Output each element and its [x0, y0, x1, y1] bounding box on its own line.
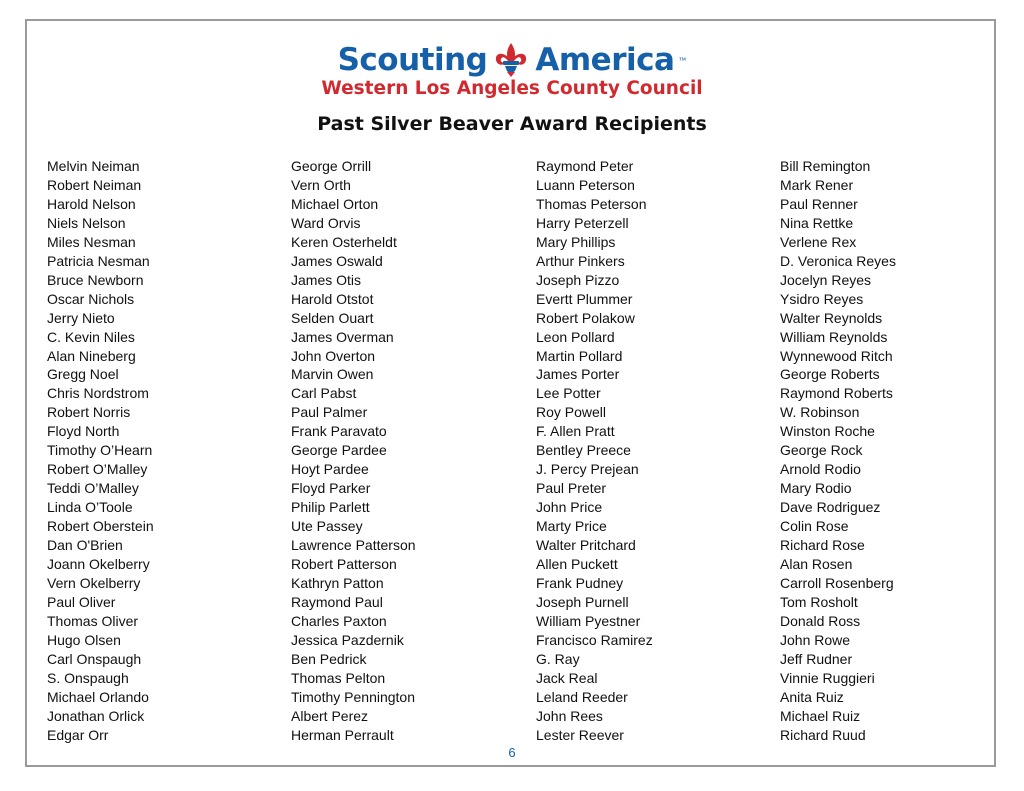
recipient-name: James Overman [291, 328, 394, 345]
trademark-mark: ™ [678, 55, 687, 65]
recipient-name: Keren Osterheldt [291, 233, 397, 250]
recipient-name: Joseph Pizzo [536, 271, 620, 288]
recipient-name: Chris Nordstrom [47, 385, 149, 402]
recipient-name: Joann Okelberry [47, 556, 150, 573]
recipient-name: Linda O’Toole [47, 499, 133, 516]
recipient-name: James Porter [536, 366, 620, 383]
recipient-name: Marty Price [536, 518, 607, 535]
recipient-name: Paul Renner [780, 195, 858, 212]
recipient-name: Evertt Plummer [536, 290, 633, 307]
recipient-name: William Reynolds [780, 328, 888, 345]
council-name: Western Los Angeles County Council [321, 78, 703, 99]
recipient-name: Robert Neiman [47, 176, 142, 193]
recipient-name: Joseph Purnell [536, 593, 629, 610]
brand-word-left: Scouting [337, 42, 488, 78]
recipient-name: James Oswald [291, 252, 383, 269]
recipient-name: Timothy Pennington [291, 688, 415, 705]
recipient-name: Raymond Peter [536, 158, 634, 174]
recipient-name: Leon Pollard [536, 328, 615, 345]
recipient-name: Miles Nesman [47, 233, 136, 250]
recipient-name: Dave Rodriguez [780, 499, 881, 516]
recipient-name: Gregg Noel [47, 366, 119, 383]
recipient-name: Robert Polakow [536, 309, 635, 326]
recipient-name: S. Onspaugh [47, 669, 129, 686]
recipient-name: Richard Ruud [780, 726, 866, 743]
recipient-name: Vinnie Ruggieri [780, 669, 875, 686]
recipient-name: Carl Onspaugh [47, 650, 142, 667]
recipient-name: Charles Paxton [291, 612, 387, 629]
recipient-name: Hoyt Pardee [291, 461, 369, 478]
recipient-name: Leland Reeder [536, 688, 628, 705]
recipient-name: Luann Peterson [536, 176, 635, 193]
recipient-name: Wynnewood Ritch [780, 347, 893, 364]
recipient-name: Mary Rodio [780, 480, 852, 497]
recipient-name: Frank Pudney [536, 574, 624, 591]
recipient-name: Harry Peterzell [536, 214, 629, 231]
recipient-name: Carl Pabst [291, 385, 357, 402]
recipient-name: Lester Reever [536, 726, 624, 743]
recipient-name: Marvin Owen [291, 366, 374, 383]
fleur-de-lis-icon [491, 40, 531, 80]
recipient-name: Richard Rose [780, 537, 865, 554]
recipient-name: Tom Rosholt [780, 593, 858, 610]
recipient-name: Jeff Rudner [780, 650, 853, 667]
recipient-name: Hugo Olsen [47, 631, 121, 648]
recipients-column-4 [780, 157, 896, 745]
recipient-name: Donald Ross [780, 612, 861, 629]
page-number: 6 [508, 745, 516, 760]
recipient-name: Walter Pritchard [536, 537, 636, 554]
recipient-name: Bentley Preece [536, 442, 631, 459]
recipient-name: Alan Rosen [780, 556, 853, 573]
recipient-name: Albert Perez [291, 707, 369, 724]
recipient-name: G. Ray [536, 650, 580, 667]
recipient-name: John Rees [536, 707, 603, 724]
recipient-name: George Pardee [291, 442, 387, 459]
recipient-name: John Rowe [780, 631, 851, 648]
recipient-name: C. Kevin Niles [47, 328, 135, 345]
recipient-name: Arnold Rodio [780, 461, 861, 478]
recipient-name: Teddi O’Malley [47, 480, 139, 497]
recipient-name: Jonathan Orlick [47, 707, 145, 724]
recipient-name: Floyd Parker [291, 480, 371, 497]
recipient-name: Lawrence Patterson [291, 537, 416, 554]
recipient-name: Thomas Pelton [291, 669, 386, 686]
recipient-name: Vern Orth [291, 176, 351, 193]
recipient-name: Alan Nineberg [47, 347, 136, 364]
recipient-name: Francisco Ramirez [536, 631, 653, 648]
recipient-name: Niels Nelson [47, 214, 126, 231]
recipient-name: Thomas Oliver [47, 612, 139, 629]
page-title: Past Silver Beaver Award Recipients [317, 113, 707, 135]
recipient-name: Paul Preter [536, 480, 607, 497]
recipient-name: Michael Orlando [47, 688, 149, 705]
recipient-name: Robert Norris [47, 404, 131, 421]
recipient-name: Timothy O’Hearn [47, 442, 153, 459]
recipient-name: Walter Reynolds [780, 309, 883, 326]
recipient-name: Raymond Paul [291, 593, 383, 610]
recipient-name: Carroll Rosenberg [780, 574, 894, 591]
recipient-name: Melvin Neiman [47, 158, 140, 174]
recipient-name: James Otis [291, 271, 362, 288]
recipient-name: William Pyestner [536, 612, 641, 629]
recipient-name: Floyd North [47, 423, 120, 440]
recipient-name: Jocelyn Reyes [780, 271, 872, 288]
recipient-name: Ysidro Reyes [780, 290, 864, 307]
recipient-name: George Orrill [291, 158, 372, 174]
recipient-name: Michael Orton [291, 195, 379, 212]
recipient-name: F. Allen Pratt [536, 423, 615, 440]
recipient-name: Frank Paravato [291, 423, 387, 440]
recipient-name: Colin Rose [780, 518, 849, 535]
recipient-name: Harold Otstot [291, 290, 374, 307]
recipient-name: W. Robinson [780, 404, 860, 421]
recipient-name: Jerry Nieto [47, 309, 115, 326]
recipient-name: Paul Oliver [47, 593, 116, 610]
recipient-name: Thomas Peterson [536, 195, 647, 212]
recipient-name: Herman Perrault [291, 726, 394, 743]
recipient-name: Vern Okelberry [47, 574, 141, 591]
recipient-name: Nina Rettke [780, 214, 854, 231]
recipient-name: Jessica Pazdernik [291, 631, 404, 648]
recipient-name: Bruce Newborn [47, 271, 144, 288]
recipient-name: D. Veronica Reyes [780, 252, 896, 269]
recipient-name: Robert Patterson [291, 556, 397, 573]
recipient-name: Martin Pollard [536, 347, 623, 364]
recipient-name: Mary Phillips [536, 233, 616, 250]
recipient-name: Bill Remington [780, 158, 871, 174]
brand-word-right: America [535, 42, 675, 78]
recipient-name: Jack Real [536, 669, 598, 686]
recipient-name: George Rock [780, 442, 863, 459]
recipient-name: Patricia Nesman [47, 252, 150, 269]
recipients-column-1 [47, 157, 154, 745]
recipient-name: Paul Palmer [291, 404, 368, 421]
recipient-name: Selden Ouart [291, 309, 374, 326]
recipient-name: Dan O'Brien [47, 537, 123, 554]
recipients-column-3 [536, 157, 653, 745]
recipient-name: Kathryn Patton [291, 574, 384, 591]
recipient-name: Harold Nelson [47, 195, 136, 212]
recipient-name: Arthur Pinkers [536, 252, 625, 269]
recipient-name: Robert O’Malley [47, 461, 148, 478]
recipients-column-2 [291, 157, 416, 745]
scouting-america-logo [0, 40, 1024, 80]
recipient-name: Roy Powell [536, 404, 607, 421]
recipient-name: Philip Parlett [291, 499, 370, 516]
recipient-name: Mark Rener [780, 176, 854, 193]
recipient-name: J. Percy Prejean [536, 461, 639, 478]
recipient-name: John Overton [291, 347, 376, 364]
recipient-name: Ute Passey [291, 518, 363, 535]
recipient-name: Anita Ruiz [780, 688, 844, 705]
recipient-name: Raymond Roberts [780, 385, 893, 402]
recipient-name: Lee Potter [536, 385, 601, 402]
recipient-name: George Roberts [780, 366, 880, 383]
recipient-name: Edgar Orr [47, 726, 109, 743]
recipient-name: Robert Oberstein [47, 518, 154, 535]
recipient-name: Allen Puckett [536, 556, 618, 573]
recipient-name: Ben Pedrick [291, 650, 367, 667]
recipient-name: Ward Orvis [291, 214, 361, 231]
recipient-name: Verlene Rex [780, 233, 857, 250]
recipient-name: Winston Roche [780, 423, 875, 440]
recipient-name: Oscar Nichols [47, 290, 135, 307]
recipient-name: John Price [536, 499, 603, 516]
recipient-name: Michael Ruiz [780, 707, 861, 724]
